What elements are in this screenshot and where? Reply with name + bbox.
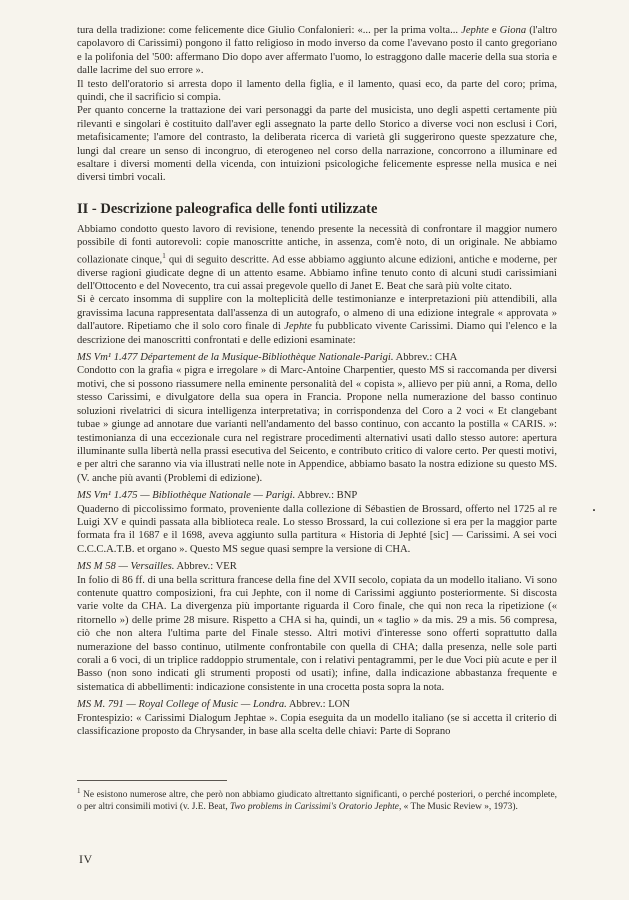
intro-paragraph-2: Il testo dell'oratorio si arresta dopo il lamento della figlia, e il lamento, quasi eco, da parte del coro; prima, quindi, che il sacrificio si compia. [77,78,557,104]
source-title: MS M. 791 — Royal College of Music — Londra. [77,699,287,711]
footnote-ref: 1 [162,251,166,260]
source-description: Quaderno di piccolissimo formato, proveniente dalla collezione di Sébastien de Brossard, offerto nel 1725 al re Luigi XV e quindi passata alla biblioteca reale. Lo stesso Brossard, la cui collezione si era per la maggior parte formata fra il 1687 e il 1698, aveva aggiunto sulla partitura « Historia di Jephté [sic] — Carissimi. A sei voci C.C.C.A.T.B. et organo ». Questo MS segue quasi sempre la versione di CHA. [77,503,557,555]
margin-mark: · [592,503,597,517]
footnote-divider [77,780,227,781]
source-title: MS M 58 — Versailles. [77,561,175,573]
source-title: MS Vm¹ 1.475 — Bibliothèque Nationale — Parigi. [77,490,296,502]
source-title: MS Vm¹ 1.477 Département de la Musique-Bibliothèque Nationale-Parigi. [77,352,394,364]
title-jephte: Jephte [461,25,489,36]
source-entry-ver [77,560,557,694]
source-entry-bnp [77,489,557,556]
footnote-number: 1 [77,787,81,795]
main-text-column [77,24,557,738]
section-paragraph-1: Abbiamo condotto questo lavoro di revisione, tenendo presente la necessità di confrontare il maggior numero possibile di fonti autorevoli: copie manoscritte antiche, in assenza, com'è noto, di un originale. Ne abbiamo collazionate cinque,$^1$ qui di seguito descritte. Ad esse abbiamo aggiunto alcune edizioni, antiche e moderne, per diverse ragioni giudicate degne di un attento esame. Abbiamo infine tenuto conto di alcuni studi carissimiani dell'Ottocento e del Novecento, tra cui assai pregevole quello di Janet E. Beat che sarà più volte citato. [77,223,557,293]
source-description: Frontespizio: « Carissimi Dialogum Jephtae ». Copia eseguita da un modello italiano (se si accetta il criterio di classificazione proposto da Chrysander, in base alla scelta delle chiavi: Parte di Soprano [77,712,557,738]
source-description: In folio di 86 ff. di una bella scrittura francese della fine del XVII secolo, copiata da un modello italiano. Vi sono contenute quattro composizioni, fra cui Jephte, con il nome di Carissimi aggiunto posteriormente. Si discosta varie volte da CHA. La divergenza più importante riguarda il Coro finale, che qui non reca la ripetizione (« ritornello ») delle prime 28 misure. Rispetto a CHA si ha, quindi, un « taglio » da mis. 29 a mis. 56 compresa, ciò che non altera l'ultima parte del Finale stesso. Altri motivi d'interesse sono offerti soprattutto dalla numerazione del basso continuo, utilmente confrontabile con quella di CHA; dalla presenza, nelle sole parti corali a 6 voci, di un triplice raddoppio strumentale, con i relativi pentagrammi, per le due Voci più acute e per il Basso (non sono indicati gli strumenti proposti od usati); infine, dalla indicazione abbastanza frequente e sistematica di abbellimenti: indicazione consistente in una crocetta posta sopra la nota. [77,574,557,693]
page-number: IV [79,852,93,866]
source-entry-lon [77,698,557,738]
intro-paragraph-3: Per quanto concerne la trattazione dei vari personaggi da parte del musicista, uno degli aspetti certamente più rilevanti e singolari è costituito dall'aver egli assegnato la parte dello Storico a diverse voci non esclusi i Cori, metafisicamente; l'amore del contrasto, la deliberata ricerca di varietà gli suggerirono queste spezzature che, lungi dal creare un senso di incongruo, di eterogeneo nel corso della narrazione, concorrono a illuminare ed esaltare i diversi momenti della vicenda, con intuizioni psicologiche felicemente espresse nella musica e nei diversi timbri vocali. [77,105,557,184]
source-abbrev: Abbrev.: BNP [295,490,358,502]
source-description: Condotto con la grafia « pigra e irregolare » di Marc-Antoine Charpentier, questo MS si raccomanda per diversi motivi, che si possono riassumere nella eminente personalità del « copista », allievo per più anni, a Roma, dello stesso Carissimi, e divulgatore della sua opera in Francia. Propone nella numerazione del basso continuo soluzioni rivelatrici di sicura intelligenza interpretativa; in corrispondenza del Coro a 2 voci « Et clangebant tubae » giunge ad annotare due varianti nell'andamento del basso continuo, con accanto la postilla « CARIS. »: testimonianza di una eccezionale cura nel registrare procedimenti alternativi usati dallo stesso autore: apertura illuminante sulla libertà nella prassi esecutiva del Seicento, e contributo critico di valore certo. Per questi motivi, e per altri che saranno via via illustrati nelle note in Appendice, abbiamo basato la nostra edizione su questo MS. (V. anche più avanti (Problemi di edizione). [77,365,557,484]
section-heading: II - Descrizione paleografica delle fonti utilizzate [77,200,378,217]
section-paragraph-2: Si è cercato insomma di supplire con la molteplicità delle testimonianze e interpretazioni più attendibili, alla gravissima lacuna rappresentata dall'assenza di un autografo, o almeno di una edizione integrale « approvata » dall'autore. Ripetiamo che il solo coro finale di Jephte fu pubblicato vivente Carissimi. Diamo qui l'elenco e la descrizione dei manoscritti confrontati e delle edizioni esaminate: [77,294,557,346]
source-entry-cha [77,351,557,485]
source-abbrev: Abbrev.: LON [286,699,350,711]
footnote: $^1$ Ne esistono numerose altre, che però non abbiamo giudicato altrettanto significanti, o perché posteriori, o perché incomplete, o per altri consimili motivi (v. J.E. Beat, Two problems in Carissimi's Oratorio Jephte, « The Music Review », 1973). [77,787,557,812]
source-abbrev: Abbrev.: CHA [393,352,458,364]
intro-paragraph-1: tura della tradizione: come felicemente dice Giulio Confalonieri: «... per la prima volta... Jephte e Giona (l'altro capolavoro di Carissimi) pongono il fatto religioso in modo inverso da come l'avevano posto il canto gregoriano e la polifonia del '500: affermano Dio dopo aver affermato l'uomo, lo estraggono dalle macerie della sua storia e dalle lacrime del suo errore ». [77,25,557,77]
title-giona: Giona [499,25,527,36]
source-abbrev: Abbrev.: VER [174,561,237,573]
